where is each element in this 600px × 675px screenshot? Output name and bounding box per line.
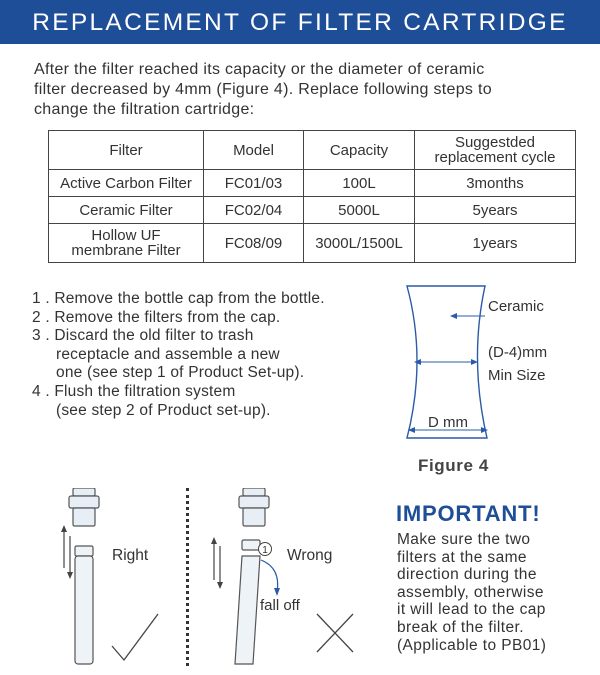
step-3: 3 . Discard the old filter to trash (32, 327, 254, 345)
fall-off-label: fall off (260, 597, 300, 614)
arrowhead-icon (450, 313, 457, 319)
cell-filter-line2: membrane Filter (71, 242, 181, 259)
table-header-row (49, 131, 576, 170)
min-size-label: Min Size (488, 367, 546, 384)
filter-cartridge-icon (235, 540, 260, 664)
important-line: (Applicable to PB01) (397, 636, 547, 654)
table-row (49, 224, 576, 263)
cell-capacity: 5000L (304, 197, 415, 224)
important-body (397, 531, 546, 654)
important-line: assembly, otherwise (397, 583, 544, 601)
steps-list (32, 290, 325, 420)
cell-cycle: 1years (415, 224, 576, 263)
cap-icon (69, 488, 99, 526)
arrowhead-icon (274, 588, 280, 596)
header-model: Model (204, 131, 304, 170)
intro-line: filter decreased by 4mm (Figure 4). Replace following steps to (34, 81, 492, 98)
wrong-assembly-illustration (205, 488, 365, 668)
checkmark-icon (112, 614, 158, 660)
header-cycle (415, 131, 576, 170)
ceramic-label: Ceramic (488, 298, 544, 315)
step-2: 2 . Remove the filters from the cap. (32, 308, 281, 326)
important-line: Make sure the two (397, 531, 531, 548)
dotted-divider (186, 488, 189, 666)
fall-off-arrow (261, 560, 278, 592)
step-1: 1 . Remove the bottle cap from the bottle. (32, 290, 325, 307)
intro-line: change the filtration cartridge: (34, 101, 255, 118)
header-filter: Filter (49, 131, 204, 170)
cell-cycle: 5years (415, 197, 576, 224)
important-title: IMPORTANT! (396, 501, 541, 526)
step-marker-number: 1 (262, 545, 268, 556)
header-banner (0, 0, 600, 44)
step-3-cont: one (see step 1 of Product Set-up). (56, 364, 305, 382)
dmm-label: D mm (428, 414, 468, 431)
cell-filter-line1: Hollow UF (91, 227, 161, 244)
cell-filter (49, 224, 204, 263)
cell-capacity: 100L (304, 170, 415, 197)
filter-cartridge-icon (75, 546, 93, 664)
filter-spec-table (48, 130, 576, 263)
cell-capacity: 3000L/1500L (304, 224, 415, 263)
important-line: filters at the same (397, 548, 527, 566)
cell-cycle: 3months (415, 170, 576, 197)
step-4: 4 . Flush the filtration system (32, 382, 236, 400)
important-line: break of the filter. (397, 618, 524, 636)
intro-paragraph (34, 60, 564, 120)
figure-caption: Figure 4 (418, 456, 489, 475)
header-capacity: Capacity (304, 131, 415, 170)
d4-label: (D-4)mm (488, 344, 548, 361)
header-cycle-line2: replacement cycle (434, 149, 556, 166)
table-row (49, 197, 576, 224)
wrong-label: Wrong (287, 547, 333, 564)
page-title: REPLACEMENT OF FILTER CARTRIDGE (32, 9, 568, 36)
right-assembly-illustration (46, 488, 166, 668)
cell-model: FC08/09 (204, 224, 304, 263)
header-cycle-line1: Suggestded (454, 134, 536, 151)
table-row (49, 170, 576, 197)
important-line: it will lead to the cap (397, 601, 546, 619)
right-label: Right (112, 547, 149, 564)
cell-model: FC02/04 (204, 197, 304, 224)
step-3-cont: receptacle and assemble a new (56, 345, 280, 363)
cell-filter: Active Carbon Filter (49, 170, 204, 197)
cap-icon (239, 488, 269, 526)
important-line: direction during the (397, 566, 537, 584)
step-4-cont: (see step 2 of Product set-up). (56, 401, 271, 419)
cell-model: FC01/03 (204, 170, 304, 197)
intro-line: After the filter reached its capacity or the diameter of ceramic (34, 61, 485, 78)
cell-filter: Ceramic Filter (49, 197, 204, 224)
